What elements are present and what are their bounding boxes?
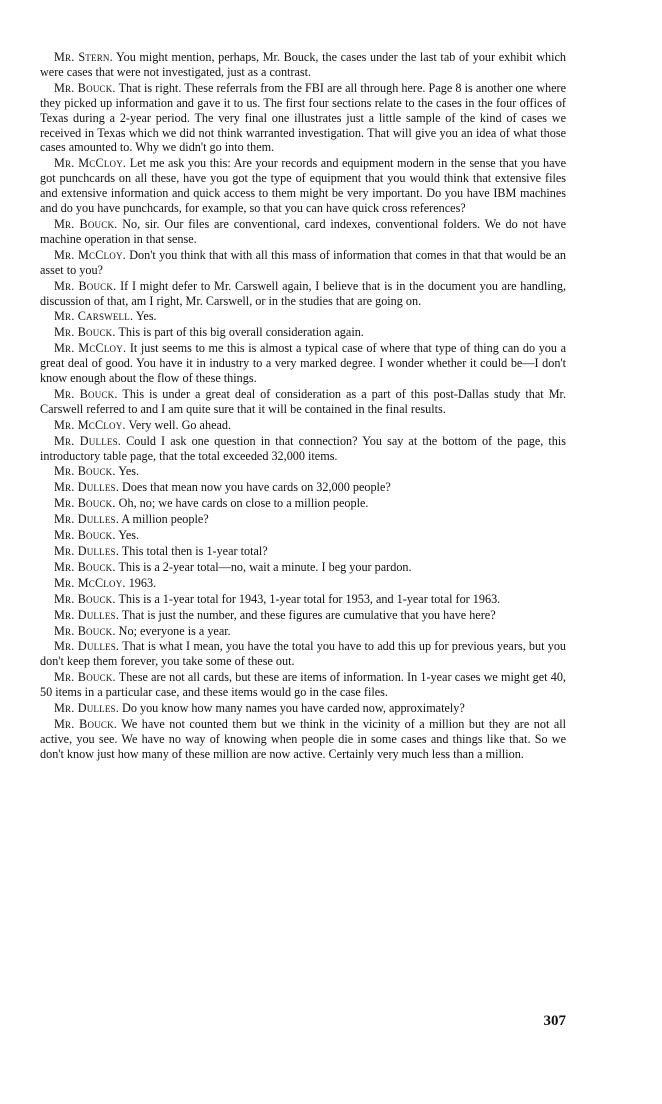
speech-text: Could I ask one question in that connection? You say at the bottom of the page, this introductory table page, that the total exceeded 32,000 items. [40, 433, 566, 463]
speaker-name: Mr. McCloy. [54, 341, 127, 356]
speaker-name: Mr. Bouck. [54, 528, 116, 543]
speaker-name: Mr. Stern. [54, 50, 113, 64]
speech-text: That is what I mean, you have the total you have to add this up for previous years, but you don't keep them forever, you take some of these out. [40, 639, 567, 669]
page-number: 307 [543, 1013, 566, 1029]
testimony-paragraph [40, 156, 566, 216]
speaker-name: Mr. Bouck. [54, 591, 116, 606]
speech-text: Let me ask you this: Are your records and equipment modern in the sense that you have got punchcards on all these, have you got the type of equipment that you would think that extensive files and extensive information and quick access to them might be very important. Do you have IBM machines and do you have punchcards, for example, so that you can have quick cross references? [40, 156, 567, 216]
speaker-name: Mr. Bouck. [54, 386, 118, 401]
testimony-paragraph [40, 279, 566, 309]
speaker-name: Mr. McCloy. [54, 417, 126, 432]
testimony-paragraph [40, 528, 566, 543]
testimony-paragraph [40, 217, 566, 247]
speech-text: 1963. [128, 575, 157, 590]
speaker-name: Mr. McCloy. [54, 575, 126, 590]
speaker-name: Mr. Bouck. [54, 464, 116, 479]
testimony-paragraph [40, 434, 566, 464]
testimony-paragraph [40, 701, 566, 716]
speaker-name: Mr. McCloy. [54, 247, 126, 262]
speech-text: Yes. [118, 464, 140, 479]
testimony-paragraph [40, 496, 566, 511]
testimony-paragraph [40, 608, 566, 623]
speech-text: A million people? [121, 512, 209, 527]
testimony-paragraph [40, 717, 566, 762]
testimony-paragraph [40, 341, 566, 386]
speech-text: That is just the number, and these figures are cumulative that you have here? [121, 607, 496, 622]
speech-text: It just seems to me this is almost a typical case of where that type of thing can do you a great deal of good. You have it in industry to a very marked degree. I wonder whether it could be—I don't know enough about the flow of these things. [40, 341, 566, 386]
testimony-paragraph [40, 576, 566, 591]
speaker-name: Mr. Bouck. [54, 325, 116, 340]
speaker-name: Mr. McCloy. [54, 156, 127, 171]
testimony-paragraph [40, 325, 566, 340]
speaker-name: Mr. Carswell. [54, 309, 134, 324]
speaker-name: Mr. Dulles. [54, 607, 119, 622]
speech-text: Do you know how many names you have carded now, approximately? [122, 701, 465, 716]
testimony-paragraph [40, 639, 566, 669]
testimony-paragraph [40, 387, 566, 417]
speaker-name: Mr. Bouck. [54, 278, 117, 293]
speech-text: Very well. Go ahead. [128, 417, 232, 432]
speech-text: No; everyone is a year. [118, 623, 231, 638]
speech-text: Oh, no; we have cards on close to a million people. [118, 496, 369, 511]
speaker-name: Mr. Dulles. [54, 544, 119, 558]
speech-text: This is a 1-year total for 1943, 1-year total for 1953, and 1-year total for 1963. [118, 591, 501, 606]
speech-text: If I might defer to Mr. Carswell again, I believe that is in the document you are handling, discussion of that, am I right, Mr. Carswell, or in the studies that are going on. [40, 278, 567, 308]
testimony-paragraph [40, 309, 566, 324]
speaker-name: Mr. Dulles. [54, 512, 119, 527]
speaker-name: Mr. Dulles. [54, 433, 122, 448]
speaker-name: Mr. Dulles. [54, 701, 119, 716]
speaker-name: Mr. Bouck. [54, 216, 118, 231]
testimony-paragraph [40, 592, 566, 607]
testimony-paragraph [40, 512, 566, 527]
testimony-paragraph [40, 418, 566, 433]
speech-text: This is under a great deal of consideration as a part of this post-Dallas study that Mr. Carswell referred to and I am quite sure that it will be contained in the final results. [40, 386, 566, 416]
speech-text: That is right. These referrals from the FBI are all through here. Page 8 is another one where they picked up information and gave it to us. The first four sections relate to the cases in the four offices of Texas during a 2-year period. The very final one illustrates just a little sample of the kind of cases we received in Texas which we did not think warranted investigation. That will give you an idea of what those cases amounted to. Why we didn't go into them. [40, 80, 566, 155]
testimony-paragraph [40, 81, 566, 156]
speaker-name: Mr. Dulles. [54, 480, 119, 495]
speech-text: This is part of this big overall consideration again. [118, 325, 364, 340]
testimony-paragraph [40, 464, 566, 479]
speech-text: No, sir. Our files are conventional, card indexes, conventional folders. We do not have machine operation in that sense. [40, 216, 566, 246]
speech-text: This total then is 1-year total? [121, 544, 268, 558]
speaker-name: Mr. Bouck. [54, 623, 116, 638]
speaker-name: Mr. Dulles. [54, 639, 120, 654]
testimony-paragraph [40, 624, 566, 639]
speech-text: Does that mean now you have cards on 32,000 people? [122, 480, 391, 495]
speaker-name: Mr. Bouck. [54, 80, 116, 95]
testimony-paragraph [40, 560, 566, 575]
speech-text: We have not counted them but we think in the vicinity of a million but they are not all active, you see. We have no way of knowing when people die in some cases and things like that. So we don't know just how many of these million are now active. Certainly very much less than a million. [40, 716, 567, 761]
speech-text: These are not all cards, but these are items of information. In 1-year cases we might get 40, 50 items in a particular case, and these items would go in the case files. [40, 670, 566, 700]
testimony-paragraph [40, 50, 566, 80]
speech-text: Yes. [118, 528, 140, 543]
speaker-name: Mr. Bouck. [54, 559, 116, 574]
speech-text: This is a 2-year total—no, wait a minute. I beg your pardon. [118, 559, 412, 574]
testimony-paragraph [40, 480, 566, 495]
speech-text: Yes. [135, 309, 157, 324]
speech-text: You might mention, perhaps, Mr. Bouck, the cases under the last tab of your exhibit which were cases that were not investigated, just as a contrast. [40, 50, 566, 79]
testimony-paragraph [40, 544, 566, 559]
speaker-name: Mr. Bouck. [54, 496, 116, 511]
speaker-name: Mr. Bouck. [54, 670, 116, 685]
transcript-body [40, 50, 566, 762]
speech-text: Don't you think that with all this mass of information that comes in that that would be an asset to you? [40, 247, 566, 277]
testimony-paragraph [40, 670, 566, 700]
testimony-paragraph [40, 248, 566, 278]
speaker-name: Mr. Bouck. [54, 716, 118, 731]
